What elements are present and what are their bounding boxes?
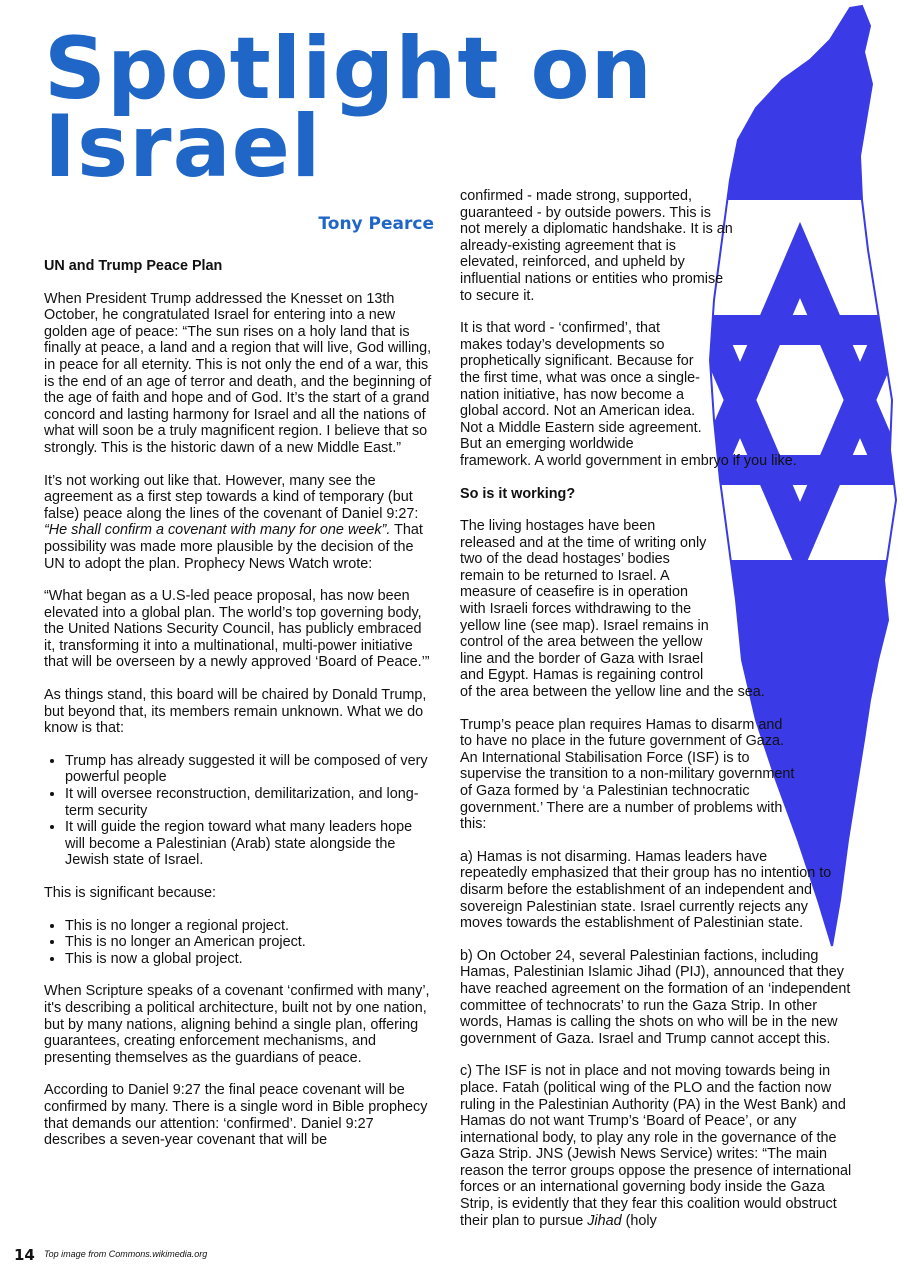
paragraph: According to Daniel 9:27 the final peace covenant will be confirmed by many. There is a single word in Bible prophecy that demands our attention: ‘confirmed’. Daniel 9:27 describes a seven-year covenant that will be xyxy=(44,1082,428,1149)
bullet-list xyxy=(44,753,436,869)
paragraph: “What began as a U.S-led peace proposal, has now been elevated into a global plan. The world’s top governing body, the United Nations Security Council, has publicly embraced it, transforming it into a multinational, multi-power initiative that will be overseen by a newly approved ‘Board of Peace.’” xyxy=(44,588,430,671)
list-item: • Trump has already suggested it will be composed of very powerful people xyxy=(65,753,436,786)
paragraph: It is that word - ‘confirmed’, that makes today’s developments so prophetically significant. Because for the first time, what was once a single-nation initiative, has now become a global accord. Not an American idea. Not a Middle Eastern side agreement. But an emerging worldwide framework. A world government in embryo if you like. xyxy=(460,320,797,469)
page-number: 14 xyxy=(14,1246,35,1264)
list-item: • This is now a global project. xyxy=(65,951,436,968)
paragraph: a) Hamas is not disarming. Hamas leaders have repeatedly emphasized that their group has no intention to disarm before the establishment of an independent and sovereign Palestinian state. Israel currently rejects any moves towards the establishment of Palestinian state. xyxy=(460,848,832,932)
title-line-1: Spotlight on xyxy=(44,19,653,119)
author-byline: Tony Pearce xyxy=(318,214,434,234)
scripture-quote: “He shall confirm a covenant with many for one week”. xyxy=(44,522,391,539)
bullet-list xyxy=(44,918,436,968)
page-title xyxy=(44,19,653,197)
section-heading-un-plan: UN and Trump Peace Plan xyxy=(44,258,223,274)
paragraph: confirmed - made strong, supported, guaranteed - by outside powers. This is not merely a diplomatic handshake. It is an already-existing agreement that is elevated, reinforced, and upheld by influential nations or entities who promise to secure it. xyxy=(460,188,733,304)
paragraph: When Scripture speaks of a covenant ‘confirmed with many’, it's describing a political architecture, built not by one nation, but by many nations, aligning behind a single plan, offering guarantees, creating enforcement mechanisms, and presenting themselves as the guardians of peace. xyxy=(44,983,430,1066)
paragraph: b) On October 24, several Palestinian factions, including Hamas, Palestinian Islamic Jihad (PIJ), announced that they have reached agreement on the formation of an ‘independent committee of technocrats’ to run the Gaza Strip. In other words, Hamas is calling the shots on who will be in the new government of Gaza. Israel and Trump cannot accept this. xyxy=(460,947,851,1047)
list-item: • It will oversee reconstruction, demilitarization, and long-term security xyxy=(65,786,436,819)
paragraph: The living hostages have been released and at the time of writing only two of the dead hostages’ bodies remain to be returned to Israel. A measure of ceasefire is in operation with Israeli forces withdrawing to the yellow line (see map). Israel remains in control of the area between the yellow line and the border of Gaza with Israel and Egypt. Hamas is regaining control of the area between the yellow line and the sea. xyxy=(460,518,765,701)
section-heading-is-it-working: So is it working? xyxy=(460,485,576,502)
paragraph: As things stand, this board will be chaired by Donald Trump, but beyond that, its members remain unknown. What we do know is that: xyxy=(44,687,427,737)
paragraph: Trump’s peace plan requires Hamas to disarm and to have no place in the future government of Gaza. An International Stabilisation Force (ISF) is to supervise the transition to a non-military government of Gaza formed by ‘a Palestinian technocratic government.’ There are a number of problems with this: xyxy=(460,716,795,833)
paragraph: It’s not working out like that. However, many see the agreement as a first step towards a kind of temporary (but false) peace along the lines of the covenant of Daniel 9:27: “He shall confirm a covenant with many for one week”. That possibility was made more plausible by the decision of the UN to adopt the plan. Prophecy News Watch wrote: xyxy=(44,472,423,572)
right-column xyxy=(460,188,854,1245)
image-credit: Top image from Commons.wikimedia.org xyxy=(44,1249,208,1259)
list-item: • This is no longer an American project. xyxy=(65,934,436,951)
paragraph: When President Trump addressed the Knesset on 13th October, he congratulated Israel for entering into a new golden age of peace: “The sun rises on a holy land that is finally at peace, a land and a region that will live, God willing, in peace for all eternity. This is not only the end of a war, this is the end of an age of terror and death, and the beginning of the age of faith and hope and of God. It’s the start of a grand concord and lasting harmony for Israel and all the nations of what will soon be a truly magnificent region. I believe that so strongly. This is the historic dawn of a new Middle East.” xyxy=(44,290,432,456)
paragraph: c) The ISF is not in place and not moving towards being in place. Fatah (political wing of the PLO and the faction now ruling in the Palestinian Authority (PA) in the West Bank) and Hamas do not want Trump’s ‘Board of Peace’, or any international body, to play any role in the governance of the Gaza Strip. JNS (Jewish News Service) writes: “The main reason the terror groups oppose the presence of international forces or an international governing body inside the Gaza Strip, is evidently that they fear this coalition would obstruct their plan to pursue Jihad (holy xyxy=(460,1063,852,1229)
paragraph: This is significant because: xyxy=(44,885,216,901)
list-item: • This is no longer a regional project. xyxy=(65,918,436,935)
left-column xyxy=(44,258,436,1165)
list-item: • It will guide the region toward what many leaders hope will become a Palestinian (Arab) state alongside the Jewish state of Israel. xyxy=(65,819,436,869)
title-line-2: Israel xyxy=(44,97,322,197)
jihad-term: Jihad xyxy=(587,1212,622,1229)
